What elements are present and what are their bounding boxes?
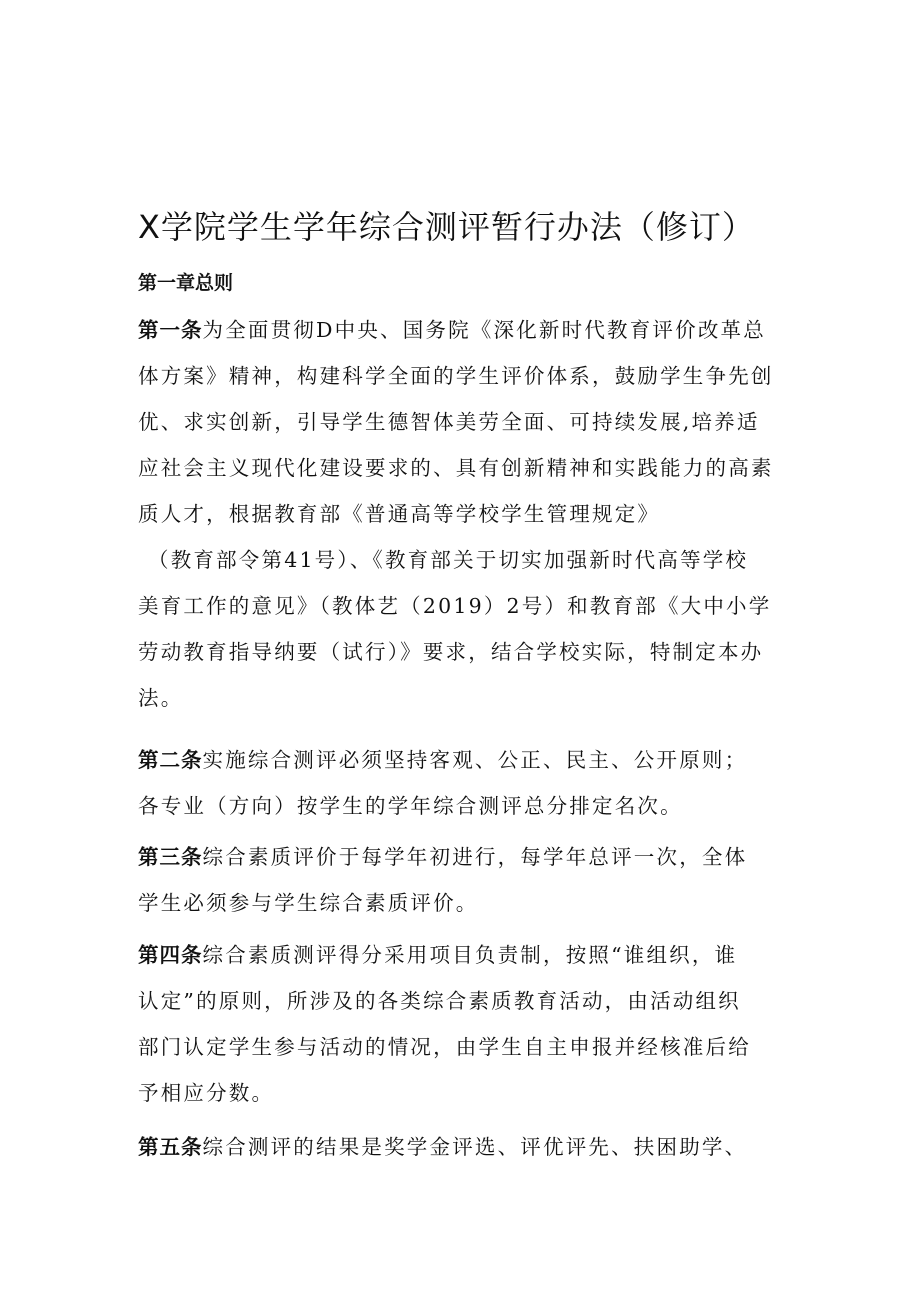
article-text: 实施综合测评必须坚持客观、公正、民主、公开原则； — [202, 748, 748, 772]
article-lead: 第二条 — [138, 748, 203, 772]
article-3 — [138, 834, 788, 926]
article-lead: 第三条 — [138, 845, 203, 869]
article-line — [138, 932, 788, 978]
article-1 — [138, 307, 788, 721]
article-line: 学生必须参与学生综合素质评价。 — [138, 891, 479, 915]
chapter-heading: 第一章总则 — [138, 272, 234, 294]
article-2 — [138, 737, 788, 829]
article-line — [138, 307, 788, 353]
article-line — [138, 737, 788, 783]
article-4 — [138, 932, 788, 1116]
article-line: 认定”的原则，所涉及的各类综合素质教育活动，由活动组织 — [138, 989, 741, 1013]
document-title: X学院学生学年综合测评暂行办法（修订） — [138, 208, 755, 246]
article-line: 美育工作的意见》（教体艺（2019）2号）和教育部《大中小学 — [138, 594, 772, 618]
article-text: 综合素质评价于每学年初进行，每学年总评一次，全体 — [202, 845, 748, 869]
article-line: 应社会主义现代化建设要求的、具有创新精神和实践能力的高素 — [138, 456, 774, 480]
article-line: 体方案》精神，构建科学全面的学生评价体系，鼓励学生争先创 — [138, 364, 774, 388]
article-lead: 第五条 — [138, 1135, 203, 1159]
article-line: 部门认定学生参与活动的情况，由学生自主申报并经核准后给 — [138, 1035, 751, 1059]
article-text: 综合测评的结果是奖学金评选、评优评先、扶困助学、 — [202, 1135, 748, 1159]
article-lead: 第四条 — [138, 943, 203, 967]
article-lead: 第一条 — [138, 318, 203, 342]
article-text: 综合素质测评得分采用项目负责制，按照“谁组织，谁 — [202, 943, 738, 967]
article-line — [138, 834, 788, 880]
article-line — [138, 1124, 788, 1170]
article-5 — [138, 1124, 788, 1170]
article-line: 质人才，根据教育部《普通高等学校学生管理规定》 — [138, 502, 661, 526]
article-line: 各专业（方向）按学生的学年综合测评总分排定名次。 — [138, 794, 683, 818]
article-line: 劳动教育指导纳要（试行）》要求，结合学校实际，特制定本办 — [138, 640, 764, 664]
article-line: 法。 — [138, 686, 184, 710]
article-line: 优、求实创新，引导学生德智体美劳全面、可持续发展,培养适 — [138, 410, 760, 434]
article-text: 为全面贯彻D中央、国务院《深化新时代教育评价改革总 — [202, 318, 766, 342]
article-line: （教育部令第41号）、《教育部关于切实加强新时代高等学校 — [148, 548, 749, 572]
article-line: 予相应分数。 — [138, 1081, 275, 1105]
